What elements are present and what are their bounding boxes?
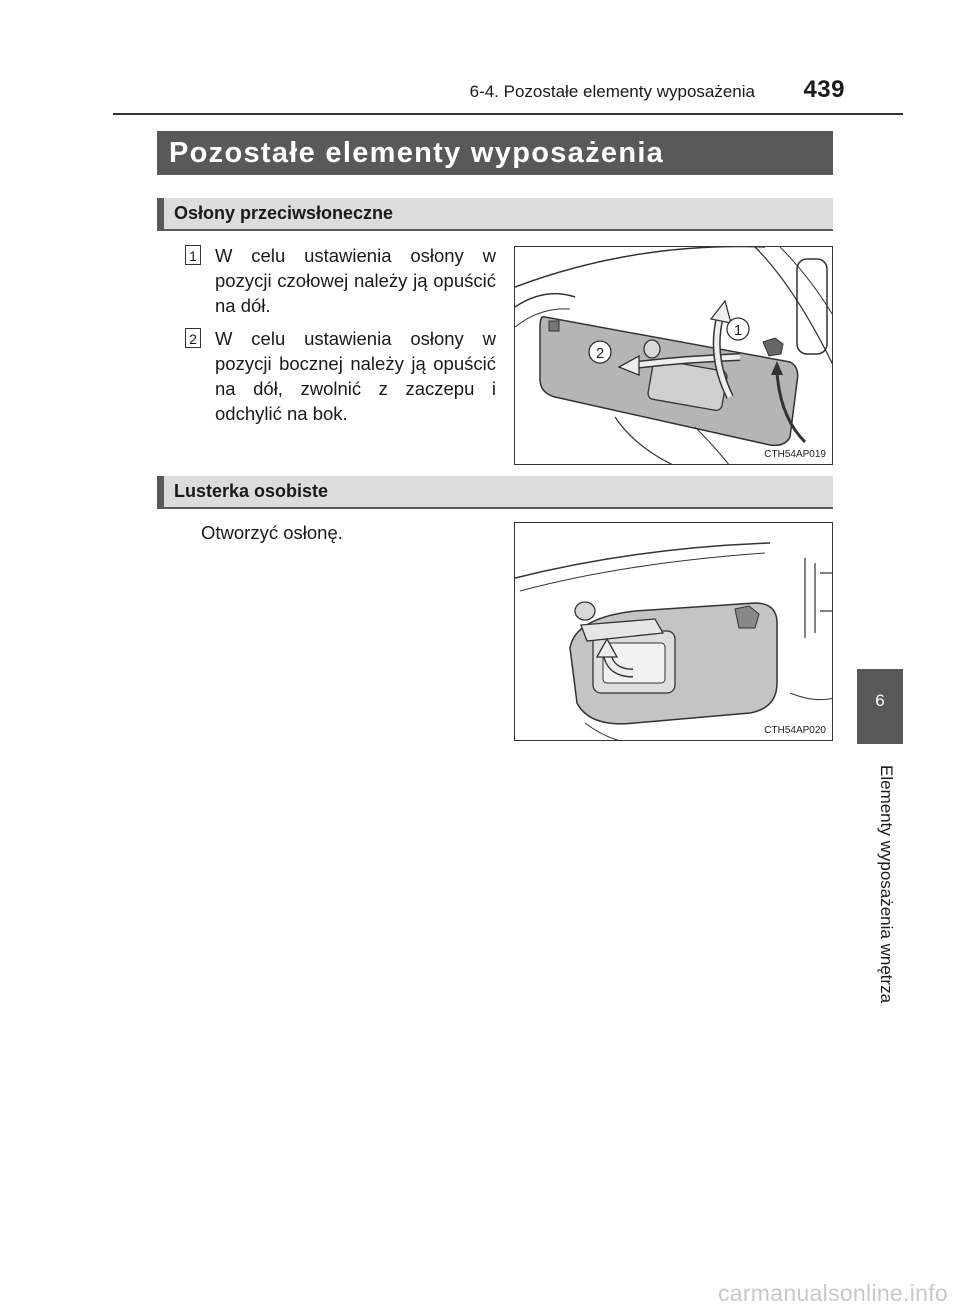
section-reference: 6-4. Pozostałe elementy wyposażenia [469,82,755,101]
step-item [185,326,496,426]
step-item [185,243,496,318]
sun-visor-drawing [515,247,833,465]
callout-1: 1 [733,322,743,339]
chapter-side-label-text: Elementy wyposażenia wnętrza [877,765,896,1004]
page-number: 439 [803,76,845,103]
figure-code: CTH54AP019 [764,449,826,460]
vanity-mirror-drawing [515,523,833,741]
step-text: W celu ustawienia osłony w pozycji czołowej należy ją opuścić na dół. [215,245,496,316]
step-text: W celu ustawienia osłony w pozycji bocznej należy ją opuścić na dół, zwolnić z zaczepu i odchylić na bok. [215,328,496,424]
chapter-title: Pozostałe elementy wyposażenia [157,131,833,175]
running-header [0,78,845,108]
chapter-number: 6 [875,691,885,710]
figure-code: CTH54AP020 [764,725,826,736]
sun-visors-heading: Osłony przeciwsłoneczne [157,198,833,231]
step-number-badge: 1 [185,245,201,265]
watermark: carmanualsonline.info [717,1280,948,1306]
chapter-side-label [872,765,902,1035]
chapter-side-tab [857,669,903,744]
vanity-mirror-instruction: Otworzyć osłonę. [201,522,343,543]
sun-visor-steps [185,243,496,434]
callout-2: 2 [595,345,605,362]
vanity-mirrors-heading: Lusterka osobiste [157,476,833,509]
vanity-mirror-illustration [514,522,833,741]
header-divider [113,113,903,115]
step-number-badge: 2 [185,328,201,348]
sun-visor-illustration [514,246,833,465]
